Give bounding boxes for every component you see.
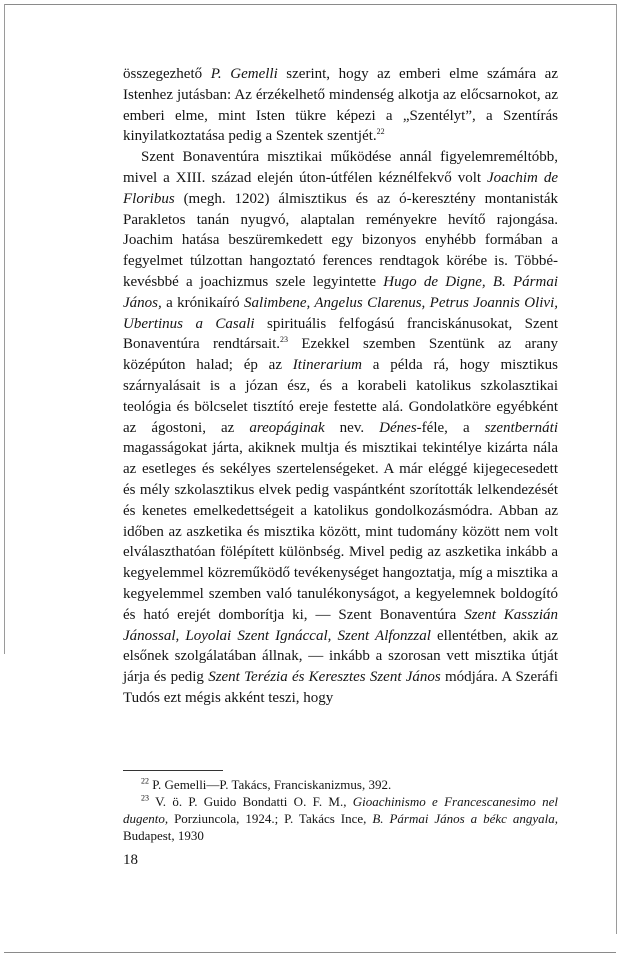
footnote-22 bbox=[123, 776, 558, 793]
italic-name: Joachim de Floribus bbox=[123, 169, 558, 207]
italic-name: Salimbene, Angelus Clarenus, Petrus Joannis Olivi, Ubertinus a Casali bbox=[123, 294, 559, 332]
text-span: Szent Bonaventúra misztikai működése annál figyelemreméltóbb, mivel a XIII. század elején úton-útfélen kéznélfekvő volt bbox=[123, 149, 558, 186]
text-span: spirituális felfogású franciskánusokat, Szent Bonaventúra rendtársait. bbox=[123, 315, 558, 353]
italic-name: P. Gemelli bbox=[210, 66, 278, 82]
page-number: 18 bbox=[123, 852, 138, 868]
scan-border-left bbox=[4, 4, 5, 654]
text-span: (megh. 1202) álmisztikus és az ó-keresztény montanisták Parakletos tanán nyugvó, alaptalan reményekre hevítő rajongása. Joachim hatása beszüremkedett egy bizonyos enyhébb formában a fegyelmet túlzottan hangoztató ferences rendtagok körébe is. Többé-kevésbbé a joachizmus szele legyintette bbox=[123, 190, 558, 290]
italic-name: Szent Terézia és Keresztes Szent János bbox=[208, 669, 441, 686]
italic-term: areopáginak bbox=[249, 419, 325, 436]
footnote-ref-23[interactable]: 23 bbox=[280, 335, 289, 345]
italic-name: Hugo de Digne, B. Pármai János, bbox=[123, 273, 558, 311]
paragraph-2 bbox=[123, 147, 558, 709]
footnote-text: Porziuncola, 1924.; P. Takács Ince, bbox=[168, 811, 373, 826]
footnote-text: P. Gemelli—P. Takács, Franciskanizmus, 392. bbox=[149, 777, 392, 792]
scan-border-right bbox=[616, 4, 617, 934]
text-span: magasságokat járta, akiknek multja és misztikai tekintélye kizárta nála az esetleges és sekélyes szertelenségeket. A már eléggé kijegecesedett és mély szkolasztikus elvek pedig vaspántként szorították lelkendezését és kenetes emelkedettségeit a katolikus gondolkozásmódra. Abban az időben az aszketika és misztika között, mint tudomány között nem volt elválaszthatóan fölépített különbség. Mivel pedig az aszketika inkább a kegyelemmel közreműködő tevékenységet hangoztatja, míg a misztika a kegyelemmel szemben való tanulékonyságot, a kegyelemnek boldogító és ható erejét domborítja ki, — Szent Bonaventúra bbox=[123, 440, 558, 623]
footnote-ref-22[interactable]: 22 bbox=[376, 127, 385, 137]
text-span: nev. bbox=[324, 419, 380, 436]
italic-name: Dénes bbox=[379, 419, 417, 436]
text-span: Ezekkel szemben Szentünk az arany középúton halad; ép az bbox=[123, 336, 558, 374]
text-span: szerint, hogy az emberi elme számára az Istenhez jutásban: Az érzékelhető mindenség alkotja az előcsarnokot, az emberi elme, mint Isten tükre képezi a „Szentélyt”, a Szentírás kinyilatkoztatása pedig a Szentek szentjét. bbox=[123, 66, 558, 145]
footnote-number: 22 bbox=[141, 776, 149, 786]
footnote-italic-title: B. Pármai János a békc angyala, bbox=[372, 811, 558, 826]
text-span: a krónikaíró bbox=[161, 294, 245, 311]
italic-title: Itinerarium bbox=[292, 357, 362, 374]
footnote-separator bbox=[123, 770, 223, 771]
text-span: összegezhető bbox=[123, 66, 211, 82]
scan-border-bottom bbox=[4, 952, 616, 953]
footnote-number: 23 bbox=[141, 793, 149, 803]
italic-term: szentbernáti bbox=[484, 419, 558, 436]
footnote-23 bbox=[123, 793, 558, 844]
main-text bbox=[123, 64, 558, 709]
text-span: ellentétben, akik az elsőnek szolgálatában állnak, — inkább a szorosan vett misztika útját járja és pedig bbox=[123, 627, 558, 686]
text-span: -féle, a bbox=[416, 419, 485, 436]
footnotes bbox=[123, 776, 558, 844]
footnote-italic-title: Gioachinismo e Francescanesimo nel dugento, bbox=[123, 794, 558, 826]
scan-border-top bbox=[4, 4, 616, 5]
text-span: módjára. A Szeráfi Tudós ezt mégis akként teszi, hogy bbox=[123, 669, 559, 706]
paragraph-1 bbox=[123, 64, 558, 147]
text-span: a példa rá, hogy misztikus szárnyalásait is a józan ész, és a korabeli katolikus szkolasztikai teológia és bölcselet tisztító ereje festette alá. Gondolatköre egyébként az ágostoni, az bbox=[123, 357, 558, 436]
footnote-text: V. ö. P. Guido Bondatti O. F. M., bbox=[149, 794, 353, 809]
italic-name: Szent Kasszián Jánossal, Loyolai Szent Ignáccal, Szent Alfonzzal bbox=[123, 606, 558, 644]
footnote-text: Budapest, 1930 bbox=[123, 828, 204, 843]
